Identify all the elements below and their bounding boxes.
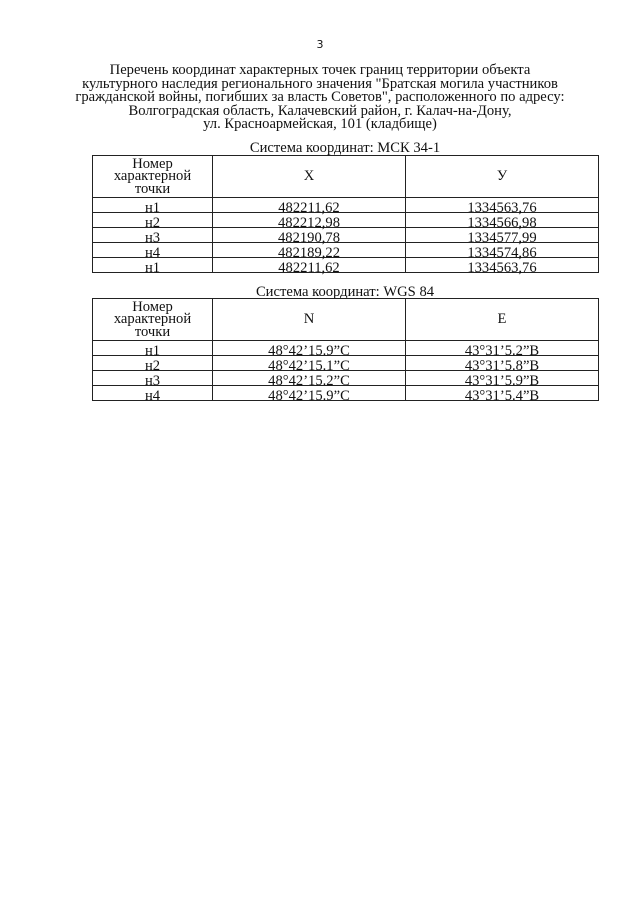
- cell-point: н3: [93, 228, 213, 243]
- cell-e: 43°31’5.9”В: [406, 371, 599, 386]
- cell-point: н1: [93, 258, 213, 273]
- cell-e: 43°31’5.8”В: [406, 356, 599, 371]
- header-point-line: точки: [134, 180, 171, 197]
- table-row: [93, 386, 599, 401]
- table-header-row: [93, 299, 599, 341]
- header-point-number: [93, 156, 213, 198]
- cell-point: н2: [93, 356, 213, 371]
- cell-n: 48°42’15.9”С: [213, 341, 406, 356]
- cell-point: н2: [93, 213, 213, 228]
- header-n: N: [213, 299, 406, 341]
- table-header-row: [93, 156, 599, 198]
- cell-n: 48°42’15.9”С: [213, 386, 406, 401]
- header-point-line: Номер: [132, 298, 173, 315]
- header-point-line: характерной: [113, 168, 192, 185]
- table-row: [93, 198, 599, 213]
- cell-n: 48°42’15.1”С: [213, 356, 406, 371]
- document-heading: [60, 64, 580, 132]
- table-row: [93, 371, 599, 386]
- cell-x: 482212,98: [213, 213, 406, 228]
- table-wgs-coordinates: [92, 298, 599, 404]
- page-number: 3: [316, 38, 324, 51]
- table-wgs-caption: Система координат: WGS 84: [255, 284, 435, 300]
- header-point-line: точки: [134, 323, 171, 340]
- header-point-number: [93, 299, 213, 341]
- heading-line: Перечень координат характерных точек границ территории объекта: [109, 62, 531, 78]
- table-row: [93, 258, 599, 273]
- cell-point: н1: [93, 198, 213, 213]
- cell-point: н1: [93, 341, 213, 356]
- header-point-line: характерной: [113, 311, 192, 328]
- cell-x: 482211,62: [213, 198, 406, 213]
- table-row: [93, 228, 599, 243]
- cell-e: 43°31’5.2”В: [406, 341, 599, 356]
- cell-y: 1334563,76: [406, 258, 599, 273]
- cell-y: 1334566,98: [406, 213, 599, 228]
- header-x: X: [213, 156, 406, 198]
- cell-y: 1334574,86: [406, 243, 599, 258]
- header-point-line: Номер: [132, 155, 173, 172]
- cell-x: 482189,22: [213, 243, 406, 258]
- cell-x: 482211,62: [213, 258, 406, 273]
- cell-x: 482190,78: [213, 228, 406, 243]
- table-row: [93, 341, 599, 356]
- cell-point: н3: [93, 371, 213, 386]
- header-y: У: [406, 156, 599, 198]
- cell-e: 43°31’5.4”В: [406, 386, 599, 401]
- table-row: [93, 213, 599, 228]
- table-row: [93, 243, 599, 258]
- heading-line: гражданской войны, погибших за власть Советов", расположенного по адресу:: [75, 89, 565, 106]
- heading-line: ул. Красноармейская, 101 (кладбище): [203, 116, 437, 133]
- header-e: E: [406, 299, 599, 341]
- cell-n: 48°42’15.2”С: [213, 371, 406, 386]
- cell-point: н4: [93, 386, 213, 401]
- table-msk-coordinates: [92, 155, 599, 276]
- cell-y: 1334563,76: [406, 198, 599, 213]
- cell-point: н4: [93, 243, 213, 258]
- cell-y: 1334577,99: [406, 228, 599, 243]
- heading-line: культурного наследия регионального значения "Братская могила участников: [82, 75, 558, 92]
- table-msk-caption: Система координат: МСК 34-1: [249, 140, 441, 156]
- heading-line: Волгоградская область, Калачевский район, г. Калач-на-Дону,: [128, 102, 512, 119]
- table-row: [93, 356, 599, 371]
